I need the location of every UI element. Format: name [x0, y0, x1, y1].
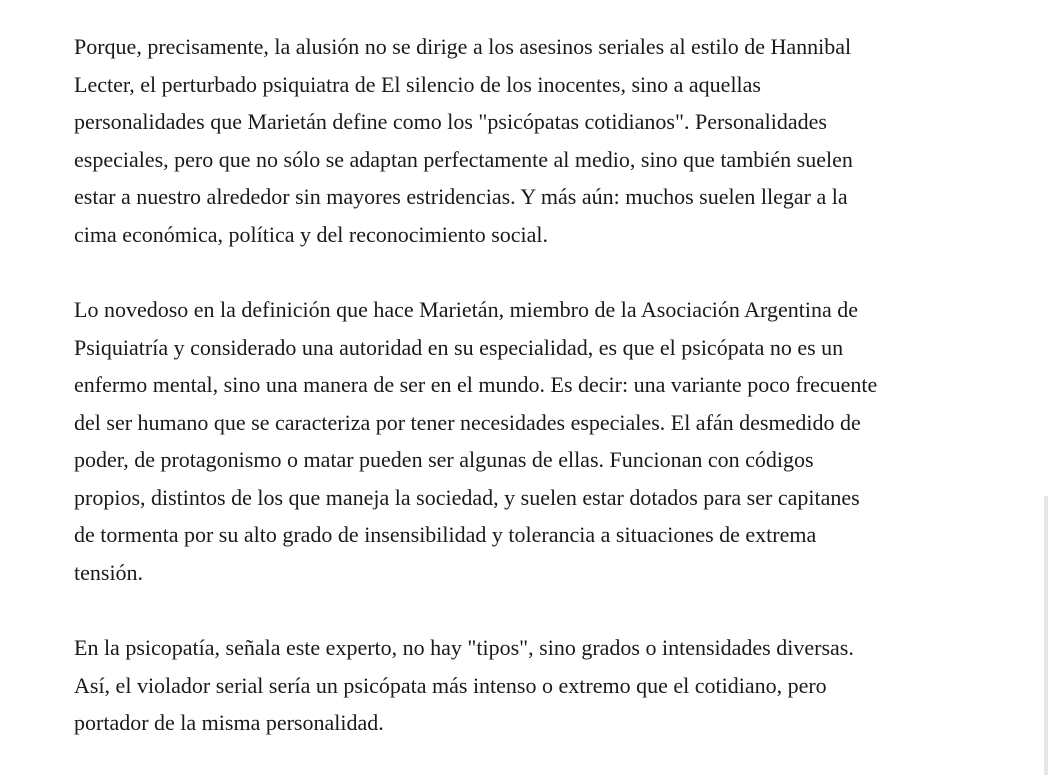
paragraph-line: Psiquiatría y considerado una autoridad en su especialidad, es que el psicópata no es un — [74, 334, 844, 360]
paragraph-line: En la psicopatía, señala este experto, no hay "tipos", sino grados o intensidades diversas. — [74, 635, 854, 660]
paragraph-line: portador de la misma personalidad. — [74, 710, 384, 735]
paragraph-line: enfermo mental, sino una manera de ser en el mundo. Es decir: una variante poco frecuente — [74, 372, 878, 397]
paragraph-line: poder, de protagonismo o matar pueden ser algunas de ellas. Funcionan con códigos — [74, 447, 814, 472]
paragraph-line: especiales, pero que no sólo se adaptan perfectamente al medio, sino que también suelen — [74, 146, 853, 172]
paragraph-2 — [74, 291, 1042, 591]
paragraph-line: tensión. — [74, 559, 144, 585]
paragraph-line: cima económica, política y del reconocimiento social. — [74, 221, 549, 247]
scrollbar-track[interactable] — [1044, 496, 1048, 775]
paragraph-line: Lecter, el perturbado psiquiatra de El silencio de los inocentes, sino a aquellas — [74, 71, 761, 97]
paragraph-line: de tormenta por su alto grado de insensibilidad y tolerancia a situaciones de extrema — [74, 522, 817, 547]
article-body — [74, 28, 1042, 742]
paragraph-line: Así, el violador serial sería un psicópata más intenso o extremo que el cotidiano, pero — [74, 672, 827, 698]
paragraph-line: estar a nuestro alrededor sin mayores estridencias. Y más aún: muchos suelen llegar a la — [74, 184, 848, 209]
paragraph-line: del ser humano que se caracteriza por tener necesidades especiales. El afán desmedido de — [74, 409, 861, 435]
paragraph-line: Lo novedoso en la definición que hace Marietán, miembro de la Asociación Argentina de — [74, 297, 859, 322]
paragraph-3 — [74, 629, 1042, 742]
paragraph-line: personalidades que Marietán define como los "psicópatas cotidianos". Personalidades — [74, 109, 827, 134]
paragraph-1 — [74, 28, 1042, 253]
paragraph-line: Porque, precisamente, la alusión no se dirige a los asesinos seriales al estilo de Hannibal — [74, 34, 852, 59]
paragraph-line: propios, distintos de los que maneja la sociedad, y suelen estar dotados para ser capitanes — [74, 484, 860, 510]
